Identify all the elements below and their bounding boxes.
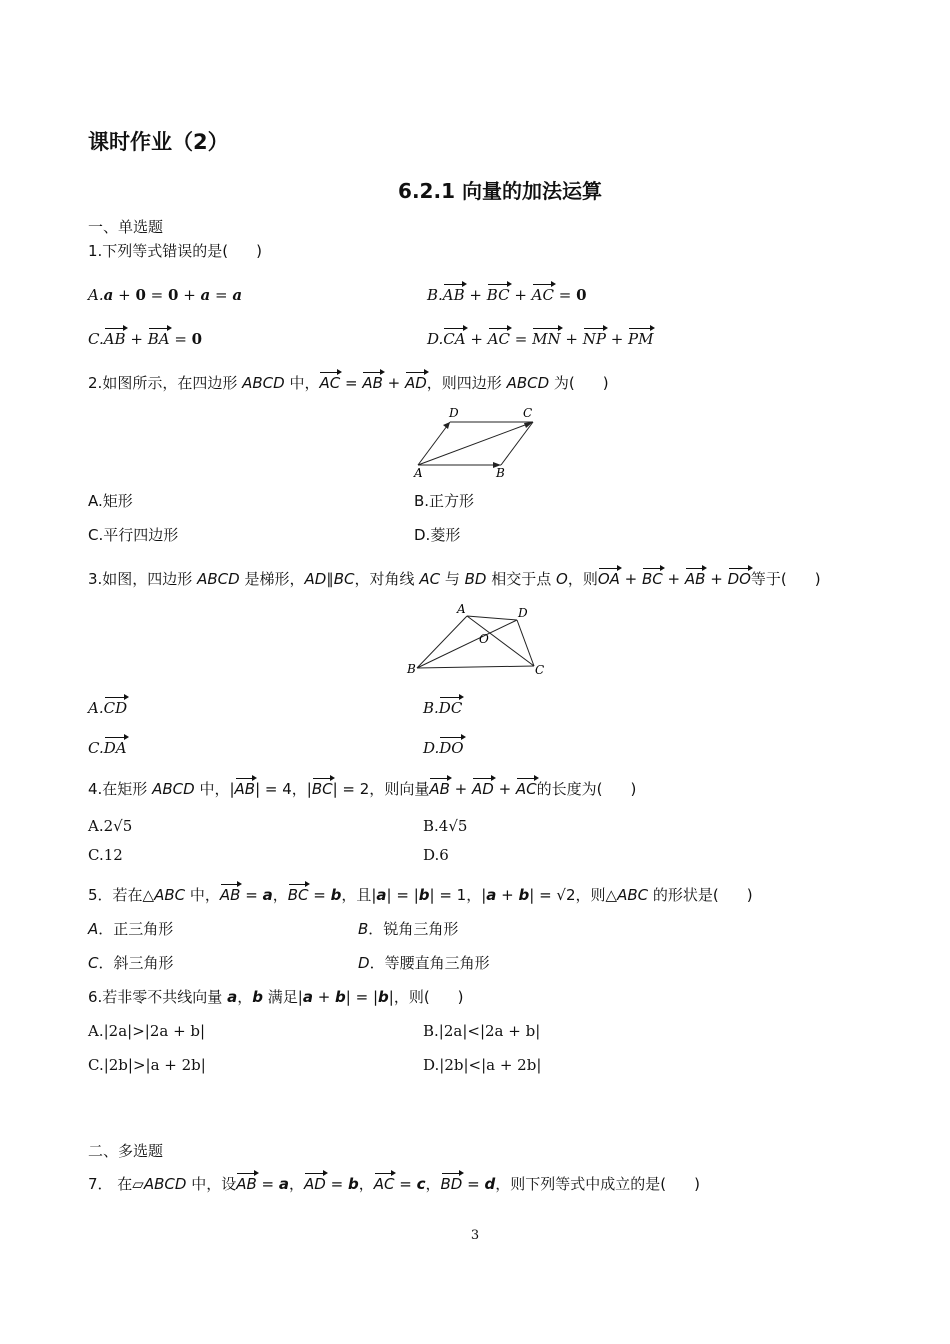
- q3-option-c[interactable]: C.DA: [88, 739, 127, 757]
- q5-c-text: 斜三角形: [113, 954, 174, 972]
- q7-stem: 7． 在▱ABCD 中，设AB = a，AD = b，AC = c，BD = d，则下列等式中成立的是( ): [88, 1175, 700, 1193]
- q2-option-a[interactable]: A.矩形: [88, 492, 133, 510]
- q2-arrow-ac: [524, 422, 533, 428]
- q2-label-d: D: [449, 406, 459, 420]
- q3-trapezoid-figure: [400, 600, 550, 680]
- q2-quad: ABCD: [242, 374, 285, 392]
- q4-option-b[interactable]: B.4√5: [423, 817, 468, 835]
- q1-close: ): [256, 242, 263, 260]
- q3-side-bc: [417, 666, 534, 668]
- q1-d-label: D.: [427, 330, 444, 348]
- q3-option-a[interactable]: A.CD: [88, 699, 128, 717]
- q5-stem: 5．若在△ABC 中，AB = a，BC = b，且|a| = |b| = 1，|a + b| = √2，则△ABC 的形状是( ): [88, 886, 753, 904]
- q4-option-d[interactable]: D.6: [423, 846, 449, 864]
- q1-stem: [88, 241, 262, 261]
- q3-stem-f: ，则: [567, 570, 598, 588]
- q7-stem-c: ，则下列等式中成立的是(: [495, 1175, 667, 1193]
- q3-d-label: D.: [423, 739, 440, 757]
- section-title-text: 6.2.1 向量的加法运算: [398, 179, 602, 203]
- q3-close: ): [814, 570, 821, 588]
- q3-label-b: B: [407, 662, 416, 676]
- part2-heading: 二、多选题: [88, 1142, 164, 1160]
- q7-stem-a: 7． 在▱: [88, 1175, 144, 1193]
- q3-label-o: O: [479, 632, 489, 646]
- q4-stem: 4.在矩形 ABCD 中，|AB| = 4，|BC| = 2，则向量AB + AD + AC的长度为( ): [88, 780, 637, 798]
- q4-stem-a: 4.在矩形: [88, 780, 153, 798]
- q2-label-a: A: [414, 466, 423, 480]
- q5-tri: ABC: [154, 886, 186, 904]
- q4-stem-d: 的长度为(: [536, 780, 603, 798]
- q3-side-ad: [467, 616, 517, 620]
- q6-stem-c: |，则(: [388, 988, 430, 1006]
- q5-b-text: 锐角三角形: [383, 920, 459, 938]
- q5-option-b[interactable]: B．锐角三角形: [358, 920, 459, 938]
- q3-option-b[interactable]: B.DC: [423, 699, 463, 717]
- q3-parallel: AD∥BC: [304, 570, 355, 588]
- q2-stem-b: 中，: [284, 374, 320, 392]
- q2-quad-2: ABCD: [506, 374, 550, 392]
- q2-label-c: C: [523, 406, 533, 420]
- q2-parallelogram-figure: [405, 404, 545, 482]
- q6-stem-b: 满足|: [262, 988, 303, 1006]
- q1-option-a[interactable]: A.a + 0 = 0 + a = a: [88, 286, 243, 304]
- q3-quad: ABCD: [197, 570, 240, 588]
- q3-stem-d: 与: [440, 570, 465, 588]
- q3-ac: AC: [419, 570, 441, 588]
- q3-stem-b: 是梯形，: [239, 570, 305, 588]
- q2-stem-c: ，则四边形: [426, 374, 507, 392]
- q3-side-ab: [417, 616, 467, 668]
- q1-b-label: B.: [427, 286, 443, 304]
- q4-option-c[interactable]: C.12: [88, 846, 123, 864]
- q3-c-label: C.: [88, 739, 104, 757]
- section-title: [0, 175, 950, 204]
- q1-a-label: A.: [88, 286, 104, 304]
- q5-option-d[interactable]: D．等腰直角三角形: [358, 954, 490, 972]
- q6-option-b[interactable]: B.|2a|<|2a + b|: [423, 1022, 541, 1040]
- q2-num: 2.: [88, 374, 103, 392]
- q7-stem-b: 中，设: [186, 1175, 237, 1193]
- q5-stem-c: ，且|: [341, 886, 377, 904]
- q3-stem-c: ，对角线: [354, 570, 420, 588]
- q3-option-d[interactable]: D.DO: [423, 739, 464, 757]
- q1-stem-text: 1.下列等式错误的是(: [88, 242, 229, 260]
- q7-quad: ABCD: [143, 1175, 187, 1193]
- q3-diagonal-ac: [467, 616, 534, 666]
- q5-stem-d: ，则△: [575, 886, 618, 904]
- q2-option-d[interactable]: D.菱形: [414, 526, 461, 544]
- q5-stem-b: 中，: [185, 886, 220, 904]
- q4-close: ): [630, 780, 637, 798]
- q3-stem-g: 等于(: [750, 570, 787, 588]
- q5-option-c[interactable]: C．斜三角形: [88, 954, 174, 972]
- q1-option-c[interactable]: C.AB + BA = 0: [88, 330, 203, 348]
- q6-option-c[interactable]: C.|2b|>|a + 2b|: [88, 1056, 206, 1074]
- q3-o: O: [556, 570, 568, 588]
- q4-stem-c: 则向量: [384, 780, 430, 798]
- q1-option-b[interactable]: B.AB + BC + AC = 0: [427, 286, 587, 304]
- q3-label-d: D: [518, 606, 528, 620]
- q2-stem-a: 如图所示，在四边形: [102, 374, 243, 392]
- q3-b-label: B.: [423, 699, 439, 717]
- q1-c-label: C.: [88, 330, 104, 348]
- q6-option-a[interactable]: A.|2a|>|2a + b|: [88, 1022, 206, 1040]
- q2-label-b: B: [496, 466, 505, 480]
- q3-stem: 3.如图，四边形 ABCD 是梯形，AD∥BC，对角线 AC 与 BD 相交于点 O，则OA + BC + AB + DO等于( ): [88, 570, 821, 588]
- homework-title: 课时作业（2）: [88, 130, 229, 154]
- q3-diagonal-bd: [417, 620, 517, 668]
- q5-option-a[interactable]: A．正三角形: [88, 920, 174, 938]
- q3-stem-a: 3.如图，四边形: [88, 570, 198, 588]
- q2-arrow-ad: [443, 422, 450, 429]
- q4-quad: ABCD: [152, 780, 195, 798]
- q6-stem-a: 6.若非零不共线向量: [88, 988, 228, 1006]
- q6-stem: 6.若非零不共线向量 a，b 满足|a + b| = |b|，则( ): [88, 988, 464, 1006]
- q2-stem-d: 为(: [549, 374, 575, 392]
- q2-diagonal-ac: [418, 422, 533, 465]
- q7-close: ): [694, 1175, 700, 1193]
- q4-ab-len: | = 4，: [255, 780, 307, 798]
- part1-heading: 一、单选题: [88, 218, 164, 236]
- q3-bd: BD: [464, 570, 487, 588]
- q3-label-c: C: [535, 663, 545, 677]
- q3-stem-e: 相交于点: [486, 570, 556, 588]
- q4-bc-len: | = 2，: [332, 780, 385, 798]
- q5-tri-2: ABC: [617, 886, 649, 904]
- q5-stem-e: 的形状是(: [648, 886, 719, 904]
- q2-option-c[interactable]: C.平行四边形: [88, 526, 179, 544]
- q5-d-text: 等腰直角三角形: [384, 954, 490, 972]
- q5-close: ): [746, 886, 753, 904]
- q2-option-b[interactable]: B.正方形: [414, 492, 475, 510]
- q5-stem-a: 5．若在△: [88, 886, 155, 904]
- q2-stem: 2.如图所示，在四边形 ABCD 中，AC = AB + AD，则四边形 ABCD 为( ): [88, 374, 609, 392]
- q3-label-a: A: [457, 602, 466, 616]
- q2-close: ): [602, 374, 609, 392]
- q6-close: ): [457, 988, 464, 1006]
- q6-option-d[interactable]: D.|2b|<|a + 2b|: [423, 1056, 542, 1074]
- q3-a-label: A.: [88, 699, 104, 717]
- q4-option-a[interactable]: A.2√5: [88, 817, 133, 835]
- q5-a-text: 正三角形: [113, 920, 174, 938]
- q4-stem-b: 中，: [194, 780, 230, 798]
- page-number: 3: [470, 1228, 480, 1243]
- q1-option-d[interactable]: D.CA + AC = MN + NP + PM: [427, 330, 654, 348]
